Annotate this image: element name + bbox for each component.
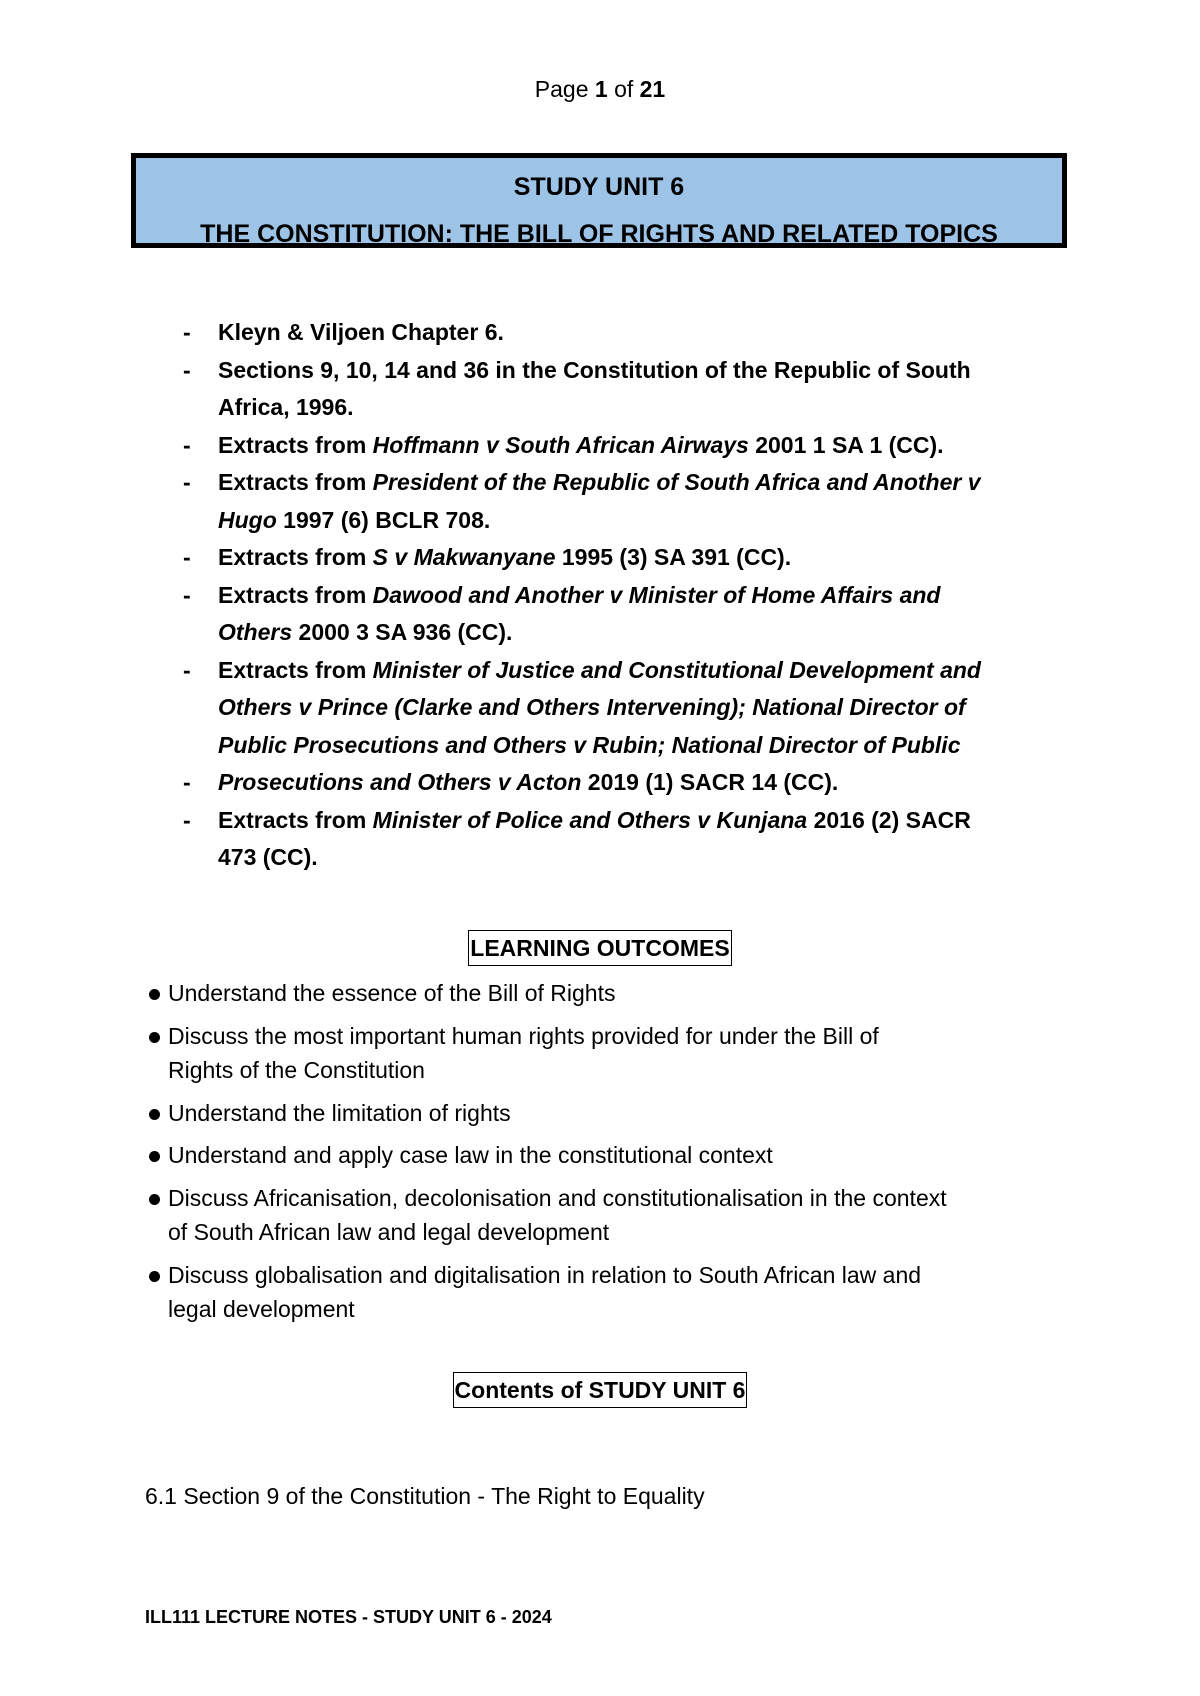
learning-outcome-text: Understand the essence of the Bill of Rights bbox=[168, 980, 616, 1006]
reading-line bbox=[218, 314, 1060, 352]
reading-text: Extracts from bbox=[218, 806, 373, 833]
bullet-icon bbox=[149, 989, 160, 1000]
reading-line bbox=[218, 577, 1060, 615]
page-current: 1 bbox=[594, 76, 608, 102]
reading-text: Extracts from bbox=[218, 431, 373, 458]
learning-outcomes-heading-wrap bbox=[0, 930, 1200, 966]
study-unit-number: STUDY UNIT 6 bbox=[513, 173, 685, 201]
reading-text: Extracts from bbox=[218, 581, 373, 608]
learning-outcome-text: Understand and apply case law in the constitutional context bbox=[168, 1142, 773, 1168]
learning-outcome-item bbox=[145, 976, 1065, 1011]
learning-outcome-item bbox=[145, 1181, 1065, 1250]
page-of: of bbox=[614, 76, 634, 102]
dash-bullet: - bbox=[183, 544, 191, 570]
case-name: Minister of Police and Others v Kunjana bbox=[372, 806, 808, 833]
learning-outcome-text: Rights of the Constitution bbox=[168, 1057, 425, 1083]
bullet-icon bbox=[149, 1194, 160, 1205]
dash-bullet: - bbox=[183, 356, 191, 383]
page-prefix: Page bbox=[534, 76, 589, 102]
page-number bbox=[0, 74, 1200, 104]
reading-text: Kleyn & Viljoen Chapter 6. bbox=[218, 319, 504, 345]
reading-line bbox=[218, 502, 1060, 540]
dash-bullet: - bbox=[183, 319, 191, 345]
case-name: Others v Prince (Clarke and Others Intervening); National Director of bbox=[218, 694, 966, 720]
reading-item bbox=[180, 314, 1060, 352]
learning-outcome-text: Discuss the most important human rights provided for under the Bill of bbox=[168, 1022, 879, 1049]
dash-bullet: - bbox=[183, 769, 191, 795]
case-name: Dawood and Another v Minister of Home Affairs and bbox=[372, 581, 941, 608]
bullet-icon bbox=[149, 1271, 160, 1282]
reading-text: Extracts from bbox=[218, 469, 373, 495]
case-name: Prosecutions and Others v Acton bbox=[218, 769, 582, 795]
reading-text: 2016 (2) SACR bbox=[807, 806, 971, 833]
reading-text: 1997 (6) BCLR 708. bbox=[276, 506, 491, 533]
dash-bullet: - bbox=[183, 431, 191, 458]
reading-line bbox=[218, 614, 1060, 652]
reading-item bbox=[180, 427, 1060, 465]
reading-text: 2019 (1) SACR 14 (CC). bbox=[581, 769, 839, 795]
reading-item bbox=[180, 802, 1060, 877]
reading-line bbox=[218, 352, 1060, 390]
case-name: S v Makwanyane bbox=[372, 544, 556, 570]
dash-bullet: - bbox=[183, 469, 191, 495]
case-name: Public Prosecutions and Others v Rubin; National Director of Public bbox=[218, 731, 961, 758]
reading-item bbox=[180, 577, 1060, 652]
contents-heading: Contents of STUDY UNIT 6 bbox=[453, 1372, 748, 1408]
case-name: Minister of Justice and Constitutional Development and bbox=[372, 656, 981, 683]
reading-item bbox=[180, 352, 1060, 427]
reading-line bbox=[218, 839, 1060, 877]
dash-bullet: - bbox=[183, 656, 191, 683]
reading-line bbox=[218, 427, 1060, 465]
reading-line bbox=[218, 389, 1060, 427]
learning-outcome-text: Understand the limitation of rights bbox=[168, 1099, 511, 1126]
reading-text: Extracts from bbox=[218, 656, 373, 683]
reading-line bbox=[218, 689, 1060, 727]
learning-outcome-item bbox=[145, 1138, 1065, 1173]
reading-line bbox=[218, 652, 1060, 690]
learning-outcome-text: Discuss globalisation and digitalisation in relation to South African law and bbox=[168, 1261, 922, 1288]
learning-outcome-text: Discuss Africanisation, decolonisation and constitutionalisation in the context bbox=[168, 1184, 947, 1211]
contents-heading-wrap bbox=[0, 1372, 1200, 1408]
learning-outcome-item bbox=[145, 1258, 1065, 1327]
study-unit-title-box bbox=[131, 153, 1067, 248]
reading-line bbox=[218, 727, 1060, 765]
reading-item bbox=[180, 464, 1060, 539]
case-name: Hoffmann v South African Airways bbox=[372, 431, 749, 458]
case-name: Others bbox=[218, 619, 293, 645]
learning-outcome-item bbox=[145, 1096, 1065, 1131]
prescribed-readings-list bbox=[180, 314, 1060, 877]
reading-text: 2001 1 SA 1 (CC). bbox=[748, 431, 944, 458]
reading-line bbox=[218, 539, 1060, 577]
reading-text: 1995 (3) SA 391 (CC). bbox=[555, 544, 792, 570]
reading-text: 473 (CC). bbox=[218, 844, 318, 870]
learning-outcome-text: of South African law and legal development bbox=[168, 1219, 610, 1245]
reading-text: 2000 3 SA 936 (CC). bbox=[292, 619, 513, 645]
case-name: Hugo bbox=[218, 506, 277, 533]
learning-outcomes-heading: LEARNING OUTCOMES bbox=[468, 930, 731, 966]
reading-item bbox=[180, 764, 1060, 802]
dash-bullet: - bbox=[183, 581, 191, 608]
reading-text: Extracts from bbox=[218, 544, 373, 570]
reading-line bbox=[218, 464, 1060, 502]
reading-line bbox=[218, 802, 1060, 840]
footer-text: ILL111 LECTURE NOTES - STUDY UNIT 6 - 2024 bbox=[145, 1607, 552, 1627]
contents-section-6-1: 6.1 Section 9 of the Constitution - The Right to Equality bbox=[145, 1483, 705, 1509]
bullet-icon bbox=[149, 1109, 160, 1120]
case-name: President of the Republic of South Africa and Another v bbox=[372, 469, 981, 495]
reading-item bbox=[180, 539, 1060, 577]
dash-bullet: - bbox=[183, 806, 191, 833]
reading-text: Africa, 1996. bbox=[218, 394, 354, 420]
reading-text: Sections 9, 10, 14 and 36 in the Constitution of the Republic of South bbox=[218, 356, 971, 383]
bullet-icon bbox=[149, 1032, 160, 1043]
study-unit-title: THE CONSTITUTION: THE BILL OF RIGHTS AND RELATED TOPICS bbox=[200, 220, 998, 248]
learning-outcome-text: legal development bbox=[168, 1296, 355, 1322]
reading-item bbox=[180, 652, 1060, 765]
bullet-icon bbox=[149, 1151, 160, 1162]
learning-outcome-item bbox=[145, 1019, 1065, 1088]
learning-outcomes-list bbox=[145, 976, 1065, 1335]
page-total: 21 bbox=[639, 76, 666, 102]
reading-line bbox=[218, 764, 1060, 802]
